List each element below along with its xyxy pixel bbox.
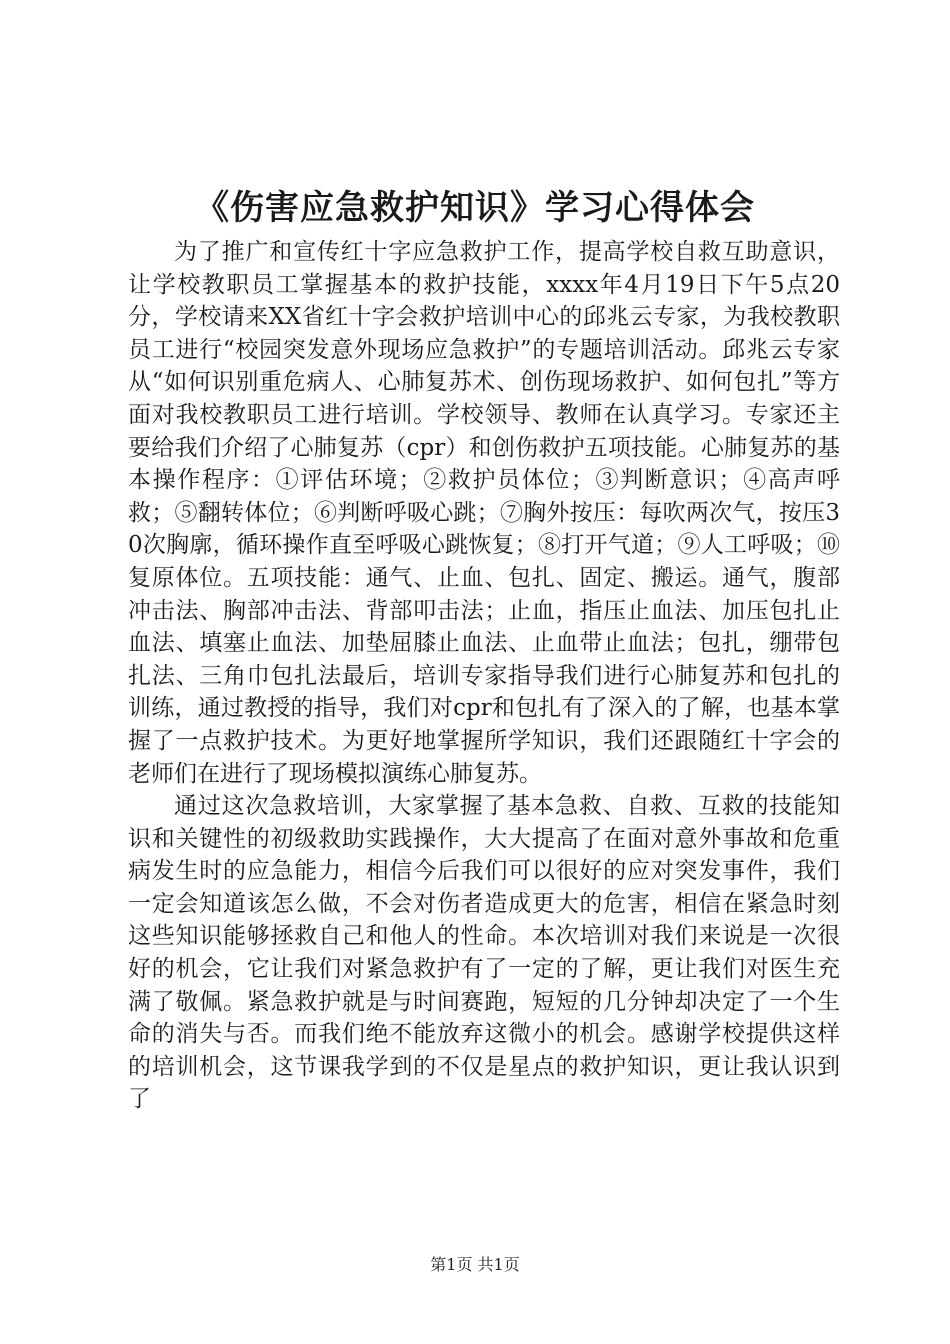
paragraph-2: 通过这次急救培训，大家掌握了基本急救、自救、互救的技能知识和关键性的初级救助实践操作，大大提高了在面对意外事故和危重病发生时的应急能力，相信今后我们可以很好的应对突发事件，我们一定会知道该怎么做，不会对伤者造成更大的危害，相信在紧急时刻这些知识能够拯救自己和他人的性命。本次培训对我们来说是一次很好的机会，它让我们对紧急救护有了一定的了解，更让我们对医生充满了敬佩。紧急救护就是与时间赛跑，短短的几分钟却决定了一个生命的消失与否。而我们绝不能放弃这微小的机会。感谢学校提供这样的培训机会，这节课我学到的不仅是星点的救护知识，更让我认识到了: [128, 793, 840, 1113]
paragraph-1: 为了推广和宣传红十字应急救护工作，提高学校自救互助意识，让学校教职员工掌握基本的救护技能，xxxx年4月19日下午5点20分，学校请来XX省红十字会救护培训中心的邱兆云专家，为我校教职员工进行“校园突发意外现场应急救护”的专题培训活动。邱兆云专家从“如何识别重危病人、心肺复苏术、创伤现场救护、如何包扎”等方面对我校教职员工进行培训。学校领导、教师在认真学习。专家还主要给我们介绍了心肺复苏（cpr）和创伤救护五项技能。心肺复苏的基本操作程序：①评估环境；②救护员体位；③判断意识；④高声呼救；⑤翻转体位；⑥判断呼吸心跳；⑦胸外按压：每吹两次气，按压30次胸廓，循环操作直至呼吸心跳恢复；⑧打开气道；⑨人工呼吸；⑩复原体位。五项技能：通气、止血、包扎、固定、搬运。通气，腹部冲击法、胸部冲击法、背部叩击法；止血，指压止血法、加压包扎止血法、填塞止血法、加垫屈膝止血法、止血带止血法；包扎，绷带包扎法、三角巾包扎法最后，培训专家指导我们进行心肺复苏和包扎的训练，通过教授的指导，我们对cpr和包扎有了深入的了解，也基本掌握了一点救护技术。为更好地掌握所学知识，我们还跟随红十字会的老师们在进行了现场模拟演练心肺复苏。: [128, 239, 840, 787]
page-footer: 第1页 共1页: [430, 1255, 520, 1274]
document-title: 《伤害应急救护知识》学习心得体会: [195, 188, 755, 228]
document-body: [128, 236, 840, 1116]
